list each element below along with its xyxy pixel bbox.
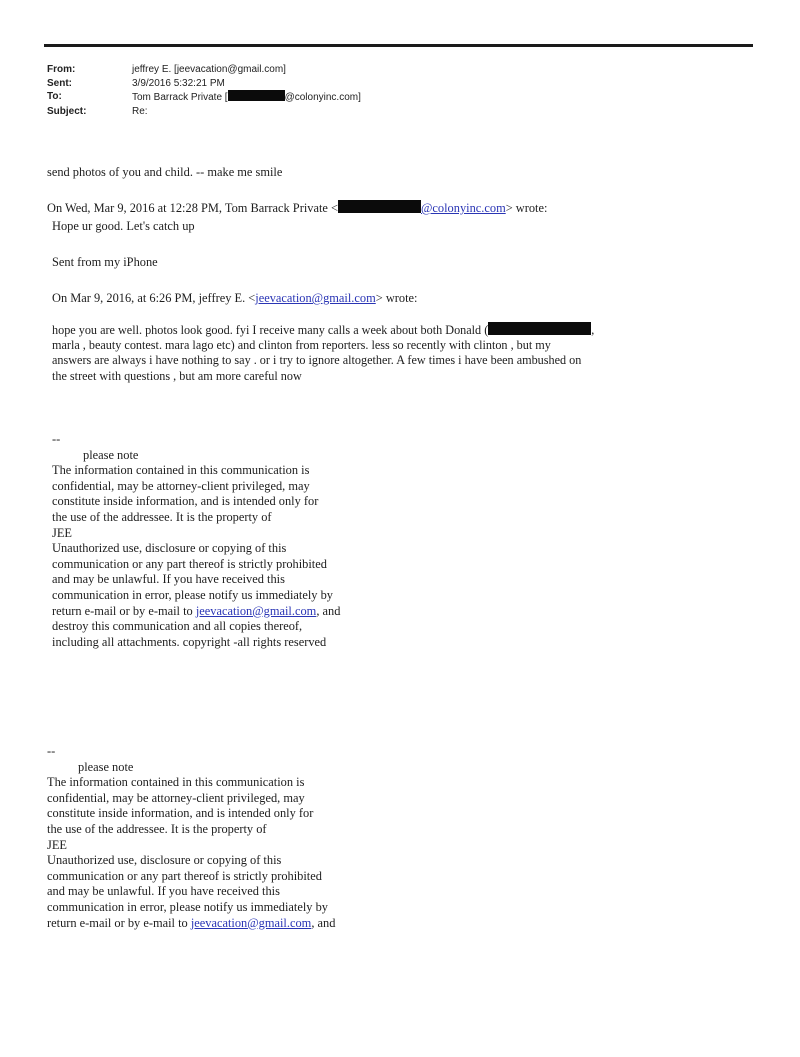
- to-prefix: Tom Barrack Private [: [132, 92, 228, 103]
- disclaimer-line: communication in error, please notify us immediately by: [47, 899, 328, 914]
- quote1-line: Hope ur good. Let's catch up: [52, 219, 195, 233]
- to-suffix: @colonyinc.com]: [284, 92, 361, 103]
- redaction-box: [338, 200, 421, 213]
- redaction-box: [488, 322, 591, 335]
- disclaimer-line: [52, 604, 340, 620]
- from-row: [47, 63, 361, 77]
- disclaimer-email-link[interactable]: jeevacation@gmail.com: [190, 915, 312, 930]
- disclaimer-line: Unauthorized use, disclosure or copying of this: [47, 853, 282, 868]
- disclaimer-block: [47, 744, 335, 931]
- paragraph-line: the street with questions , but am more careful now: [52, 368, 302, 383]
- disclaimer-line: The information contained in this communication is: [52, 463, 310, 478]
- quote2-attribution: [52, 290, 418, 306]
- from-value: jeffrey E. [jeevacation@gmail.com]: [132, 64, 286, 75]
- redaction-box: [228, 90, 285, 101]
- disclaimer-line: The information contained in this communication is: [47, 775, 305, 790]
- disclaimer-line: and may be unlawful. If you have received this: [52, 572, 285, 587]
- disclaimer-note: please note: [78, 759, 134, 774]
- disclaimer-line: communication or any part thereof is strictly prohibited: [47, 868, 322, 883]
- disclaimer-line: confidential, may be attorney-client privileged, may: [47, 790, 305, 805]
- disclaimer-line: confidential, may be attorney-client privileged, may: [52, 478, 310, 493]
- header-rule: [44, 44, 753, 47]
- quote1-email-link[interactable]: @colonyinc.com: [421, 201, 506, 215]
- email-header: [47, 63, 361, 118]
- paragraph-line: [52, 322, 594, 338]
- sent-row: [47, 77, 361, 91]
- quote2-email-link[interactable]: jeevacation@gmail.com: [255, 291, 376, 305]
- disclaimer-dash: --: [52, 432, 61, 446]
- disclaimer-block: [52, 432, 340, 650]
- disclaimer-line-text: , and: [316, 603, 341, 618]
- disclaimer-line: Unauthorized use, disclosure or copying of this: [52, 541, 287, 556]
- disclaimer-line: the use of the addressee. It is the property of: [52, 509, 272, 524]
- disclaimer-dash: --: [47, 744, 56, 758]
- disclaimer-line: constitute inside information, and is intended only for: [52, 494, 319, 509]
- subject-label: Subject:: [47, 105, 87, 117]
- disclaimer-line: communication or any part thereof is strictly prohibited: [52, 556, 327, 571]
- quote1-prefix: On Wed, Mar 9, 2016 at 12:28 PM, Tom Barrack Private <: [47, 201, 338, 215]
- quote1-suffix: > wrote:: [505, 201, 548, 215]
- disclaimer-line: the use of the addressee. It is the property of: [47, 821, 267, 836]
- disclaimer-line-text: return e-mail or by e-mail to: [52, 603, 196, 618]
- quote1-signature: Sent from my iPhone: [52, 255, 158, 269]
- sent-label: Sent:: [47, 77, 72, 89]
- sent-value: 3/9/2016 5:32:21 PM: [132, 77, 225, 89]
- to-row: [47, 90, 361, 105]
- quote1-attribution: [47, 200, 547, 216]
- paragraph-line: answers are always i have nothing to say . or i try to ignore altogether. A few times i have been ambushed on: [52, 353, 582, 368]
- subject-value: Re:: [132, 105, 148, 117]
- disclaimer-line: and may be unlawful. If you have received this: [47, 884, 280, 899]
- reply-text: send photos of you and child. -- make me smile: [47, 165, 283, 179]
- from-label: From:: [47, 64, 76, 75]
- disclaimer-line: including all attachments. copyright -all rights reserved: [52, 634, 327, 649]
- disclaimer-note: please note: [83, 447, 139, 462]
- to-label: To:: [47, 91, 62, 102]
- disclaimer-line: communication in error, please notify us immediately by: [52, 587, 333, 602]
- disclaimer-line: JEE: [52, 525, 72, 540]
- quote2-suffix: > wrote:: [375, 291, 418, 305]
- disclaimer-email-link[interactable]: jeevacation@gmail.com: [195, 603, 317, 618]
- paragraph-line-text: ,: [591, 323, 595, 337]
- subject-row: [47, 105, 361, 119]
- message-paragraph: [52, 322, 594, 384]
- disclaimer-line-text: , and: [311, 915, 336, 930]
- disclaimer-line: [47, 916, 335, 932]
- paragraph-line-text: hope you are well. photos look good. fyi I receive many calls a week about both Donald (: [52, 323, 489, 337]
- quote2-prefix: On Mar 9, 2016, at 6:26 PM, jeffrey E. <: [52, 291, 256, 305]
- paragraph-line: marla , beauty contest. mara lago etc) and clinton from reporters. less so recently with clinton , but my: [52, 337, 551, 352]
- disclaimer-line-text: return e-mail or by e-mail to: [47, 915, 191, 930]
- disclaimer-line: JEE: [47, 837, 67, 852]
- to-value: [132, 90, 361, 105]
- disclaimer-line: destroy this communication and all copies thereof,: [52, 619, 303, 634]
- disclaimer-line: constitute inside information, and is intended only for: [47, 806, 314, 821]
